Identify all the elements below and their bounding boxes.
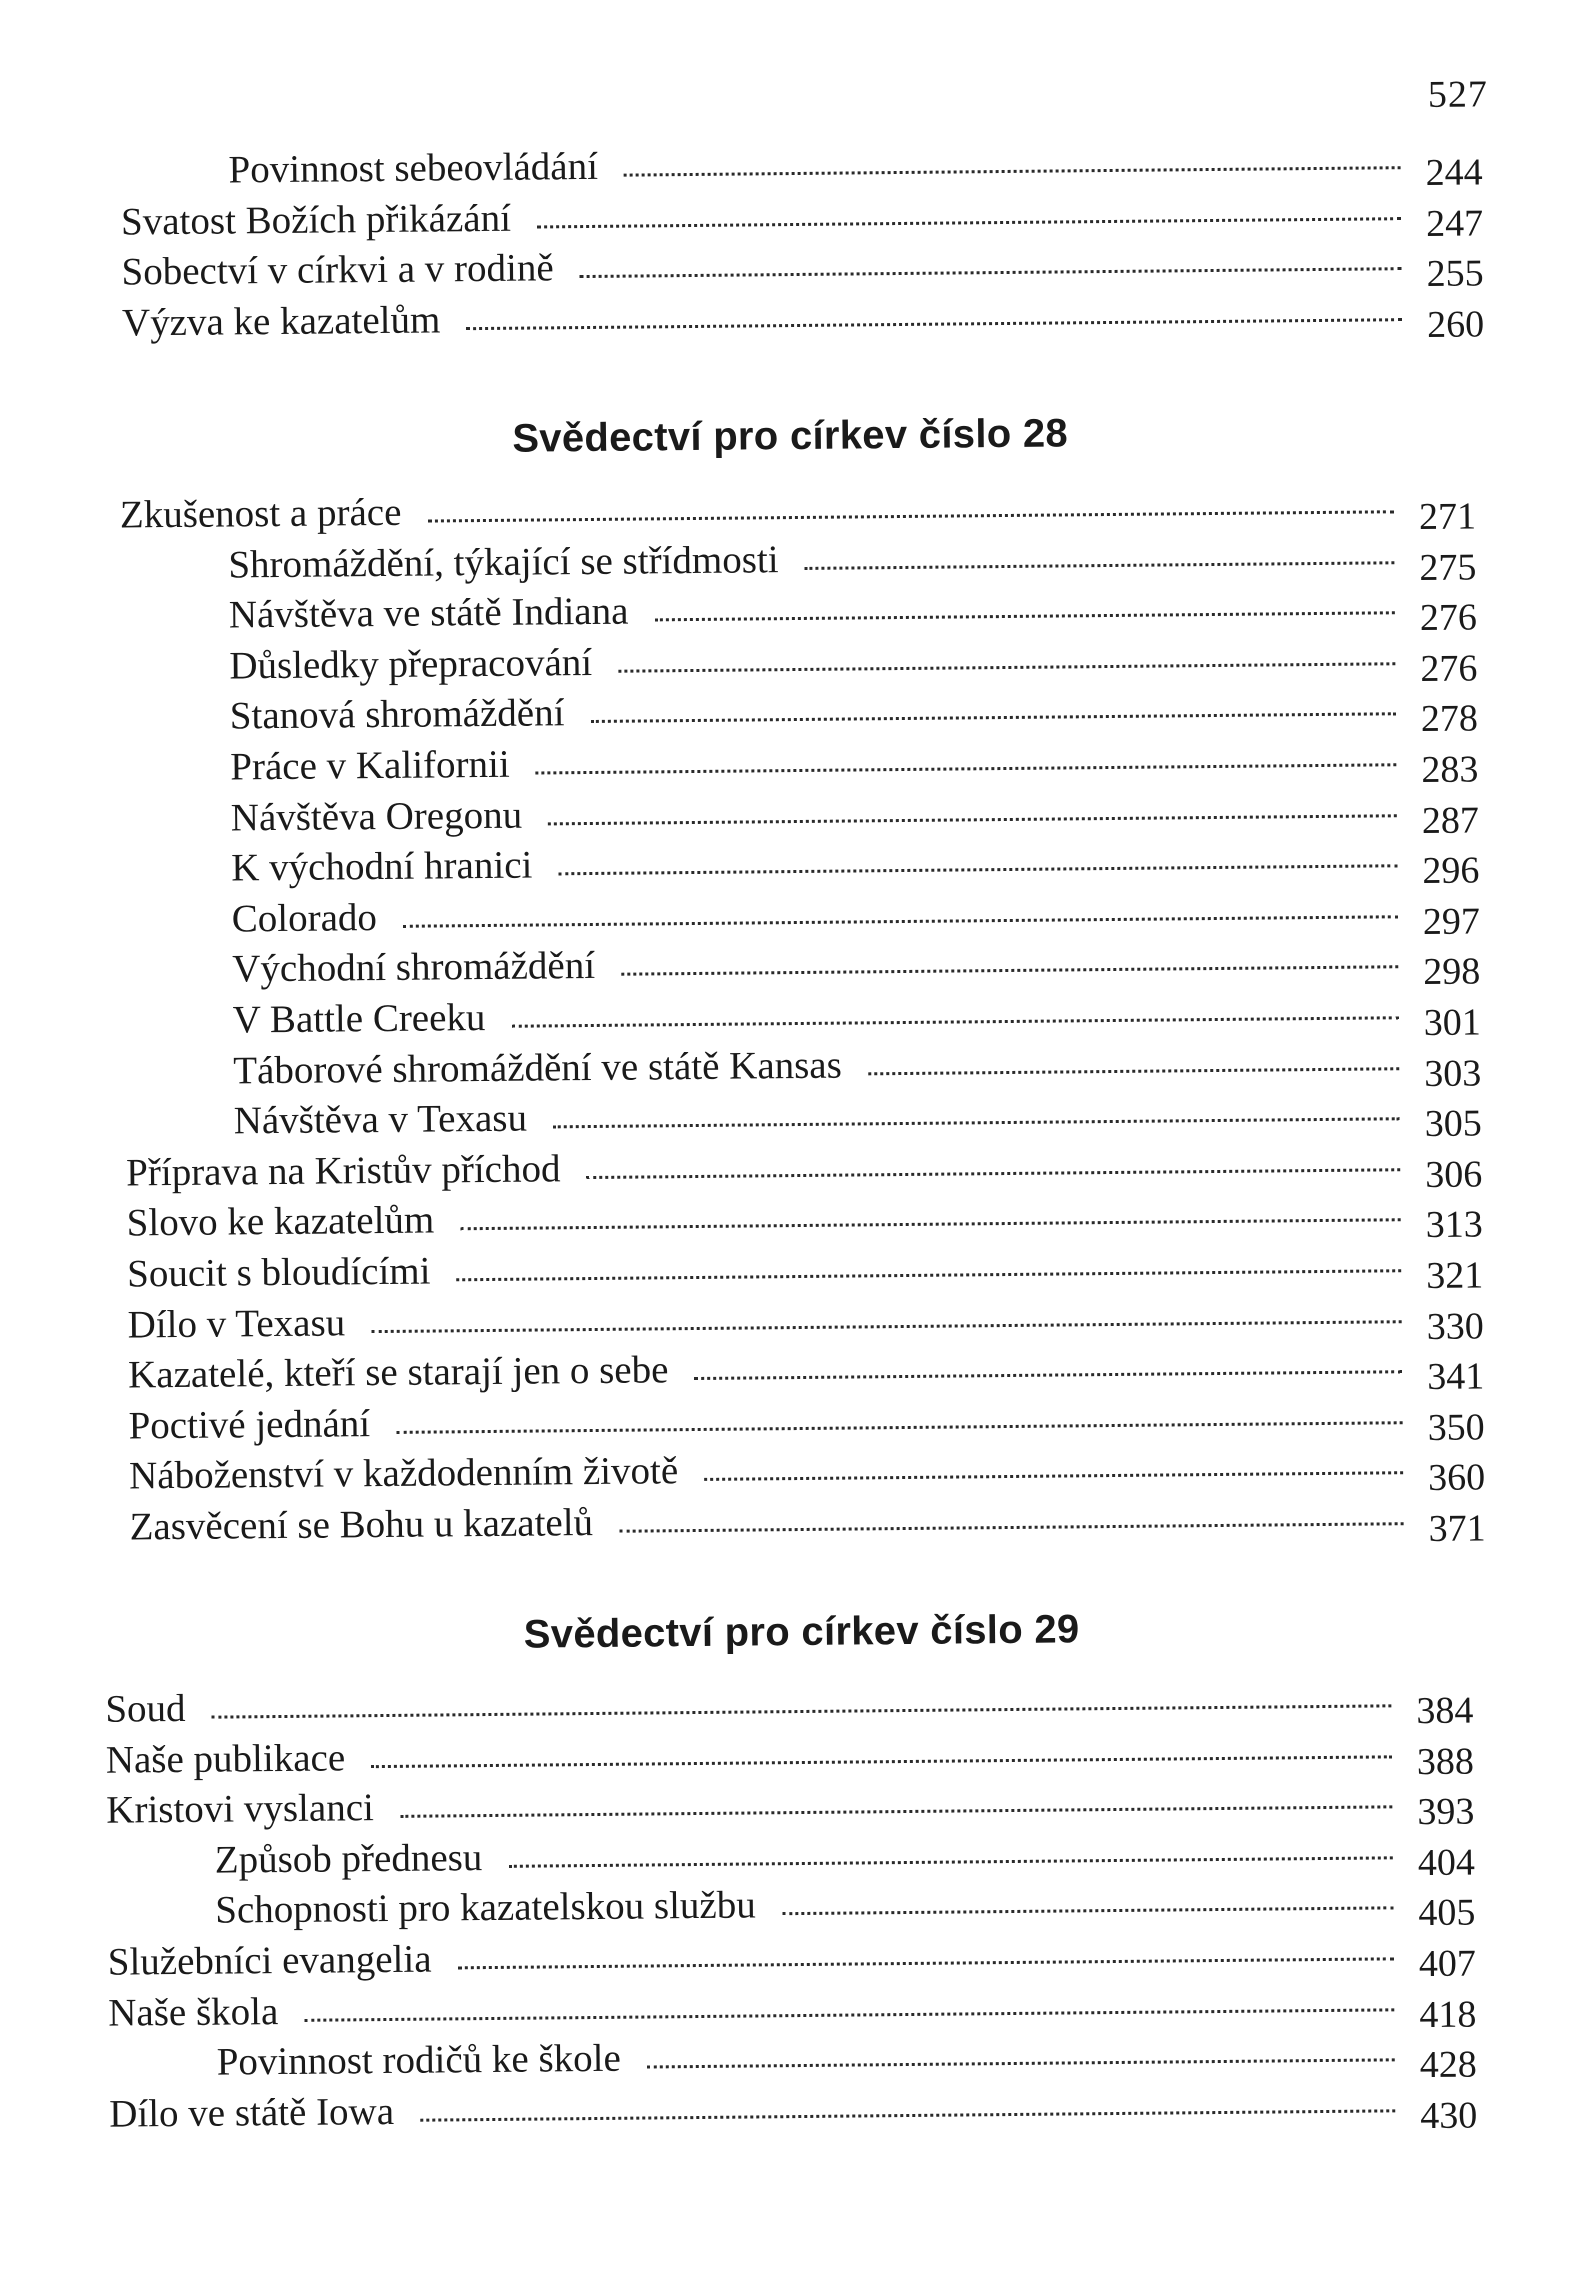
dot-leader bbox=[460, 1219, 1400, 1231]
dot-leader bbox=[548, 814, 1397, 825]
toc-entry-title: Příprava na Kristův příchod bbox=[125, 1147, 561, 1195]
toc-entry-page-number: 303 bbox=[1424, 1051, 1482, 1095]
toc-entry-page-number: 276 bbox=[1419, 596, 1478, 640]
dot-leader bbox=[704, 1472, 1403, 1482]
toc-entry-title: Kazatelé, kteří se starají jen o sebe bbox=[127, 1348, 669, 1397]
dot-leader bbox=[400, 1806, 1392, 1819]
dot-leader bbox=[508, 1856, 1392, 1867]
toc-entry-title: Slovo ke kazatelům bbox=[126, 1198, 435, 1245]
toc-entry-title: Svatost Božích přikázání bbox=[120, 196, 512, 244]
dot-leader bbox=[621, 966, 1398, 976]
dot-leader bbox=[512, 1016, 1399, 1028]
toc-entry-page-number: 278 bbox=[1420, 697, 1479, 741]
toc-entry-title: Dílo ve státě Iowa bbox=[109, 2089, 395, 2136]
toc-entry-title: Kristovi vyslanci bbox=[106, 1786, 375, 1832]
toc-entry-page-number: 430 bbox=[1420, 2094, 1478, 2137]
dot-leader bbox=[647, 2058, 1395, 2068]
toc-entry-page-number: 298 bbox=[1423, 950, 1481, 994]
toc-entry-title: Povinnost rodičů ke škole bbox=[216, 2036, 621, 2084]
toc-entry-title: Povinnost sebeovládání bbox=[228, 144, 599, 192]
toc-entry-page-number: 244 bbox=[1425, 151, 1483, 194]
dot-leader bbox=[619, 1522, 1403, 1533]
toc-entry-title: Práce v Kalifornii bbox=[230, 742, 510, 789]
toc-section-continued bbox=[0, 132, 1586, 350]
toc-section-28-list bbox=[0, 476, 1594, 1554]
dot-leader bbox=[868, 1067, 1399, 1075]
toc-entry-title: Východní shromáždění bbox=[232, 944, 596, 991]
toc-entry-title: Náboženství v každodenním životě bbox=[128, 1449, 679, 1498]
toc-list bbox=[105, 1672, 1477, 2140]
dot-leader bbox=[654, 611, 1394, 621]
toc-entry-title: Dílo v Texasu bbox=[127, 1300, 346, 1346]
toc-entry-title: Stanová shromáždění bbox=[229, 691, 565, 738]
toc-entry-page-number: 305 bbox=[1424, 1102, 1482, 1146]
toc-entry-page-number: 283 bbox=[1421, 748, 1479, 791]
toc-entry-title: Výzva ke kazatelům bbox=[121, 298, 441, 345]
toc-entry-page-number: 271 bbox=[1418, 495, 1477, 539]
toc-entry-title: Shromáždění, týkající se střídmosti bbox=[228, 537, 779, 587]
dot-leader bbox=[591, 713, 1396, 724]
toc-entry-page-number: 306 bbox=[1425, 1153, 1483, 1196]
dot-leader bbox=[587, 1168, 1401, 1179]
dot-leader bbox=[695, 1370, 1403, 1380]
toc-entry-title: Naše škola bbox=[108, 1989, 279, 2035]
toc-entry-page-number: 405 bbox=[1418, 1891, 1476, 1935]
toc-entry-page-number: 321 bbox=[1426, 1254, 1484, 1297]
toc-entry-title: K východní hranici bbox=[231, 843, 533, 890]
toc-section-29 bbox=[4, 1604, 1594, 1659]
dot-leader bbox=[403, 915, 1398, 928]
toc-entry-title: Schopnosti pro kazatelskou službu bbox=[215, 1883, 756, 1933]
toc-entry-page-number: 404 bbox=[1417, 1841, 1476, 1884]
toc-entry-page-number: 341 bbox=[1427, 1355, 1485, 1399]
toc-entry-page-number: 287 bbox=[1421, 799, 1480, 842]
toc-entry-title: Soud bbox=[105, 1686, 186, 1731]
toc-entry-title: Colorado bbox=[231, 895, 378, 941]
dot-leader bbox=[553, 1117, 1400, 1128]
toc-entry-title: Sobectví v církvi a v rodině bbox=[121, 246, 554, 294]
toc-section-28 bbox=[0, 408, 1587, 463]
toc-entry-title: Návštěva ve státě Indiana bbox=[228, 589, 629, 637]
toc-entry-title: Zasvěcení se Bohu u kazatelů bbox=[129, 1500, 594, 1549]
dot-leader bbox=[466, 318, 1402, 330]
toc-entry-page-number: 313 bbox=[1425, 1203, 1483, 1247]
dot-leader bbox=[371, 1755, 1392, 1768]
toc-entry-page-number: 428 bbox=[1419, 2043, 1478, 2087]
toc-entry-page-number: 276 bbox=[1420, 647, 1478, 690]
toc-entry-title: Návštěva v Texasu bbox=[233, 1096, 528, 1143]
toc-entry-title: Důsledky přepracování bbox=[229, 640, 593, 688]
dot-leader bbox=[396, 1421, 1402, 1434]
toc-entry-title: Poctivé jednání bbox=[128, 1401, 371, 1448]
toc-entry-title: Návštěva Oregonu bbox=[230, 793, 523, 840]
toc-entry-page-number: 297 bbox=[1422, 900, 1481, 943]
toc-entry-title: Zkušenost a práce bbox=[119, 490, 402, 537]
toc-entry-page-number: 350 bbox=[1427, 1406, 1485, 1449]
toc-entry-title: Soucit s bloudícími bbox=[126, 1249, 431, 1296]
toc-section-29-list bbox=[5, 1670, 1594, 2141]
dot-leader bbox=[420, 2109, 1395, 2121]
toc-entry-page-number: 247 bbox=[1425, 201, 1484, 245]
section-heading: Svědectví pro církev číslo 29 bbox=[523, 1607, 1080, 1657]
dot-leader bbox=[558, 864, 1397, 875]
page-number: 527 bbox=[1427, 73, 1489, 116]
toc-entry-page-number: 407 bbox=[1418, 1942, 1477, 1986]
toc-entry-title: Táborové shromáždění ve státě Kansas bbox=[233, 1043, 843, 1092]
dot-leader bbox=[212, 1704, 1392, 1718]
toc-entry-title: V Battle Creeku bbox=[232, 995, 486, 1042]
dot-leader bbox=[371, 1320, 1401, 1333]
dot-leader bbox=[536, 763, 1397, 774]
toc-entry-page-number: 301 bbox=[1423, 1001, 1482, 1044]
dot-leader bbox=[624, 166, 1401, 176]
dot-leader bbox=[537, 217, 1401, 228]
toc-list bbox=[120, 133, 1484, 348]
dot-leader bbox=[457, 1269, 1402, 1281]
toc-entry-page-number: 371 bbox=[1428, 1507, 1486, 1550]
dot-leader bbox=[580, 267, 1402, 278]
toc-entry-page-number: 330 bbox=[1426, 1304, 1484, 1348]
toc-entry-page-number: 275 bbox=[1419, 546, 1477, 589]
dot-leader bbox=[618, 662, 1395, 672]
toc-entry-page-number: 418 bbox=[1419, 1993, 1477, 2036]
toc-entry-page-number: 388 bbox=[1416, 1740, 1475, 1783]
toc-entry-page-number: 393 bbox=[1417, 1790, 1475, 1834]
toc-list bbox=[120, 477, 1486, 1552]
section-heading: Svědectví pro církev číslo 28 bbox=[512, 411, 1069, 461]
dot-leader bbox=[458, 1957, 1394, 1969]
toc-entry-page-number: 360 bbox=[1427, 1456, 1486, 1500]
toc-entry-page-number: 384 bbox=[1416, 1689, 1474, 1733]
toc-entry-title: Způsob přednesu bbox=[214, 1835, 483, 1882]
toc-entry-title: Služebníci evangelia bbox=[107, 1937, 432, 1984]
toc-entry-page-number: 260 bbox=[1426, 303, 1485, 346]
toc-entry-page-number: 296 bbox=[1422, 849, 1480, 893]
dot-leader bbox=[427, 510, 1393, 522]
toc-entry-title: Naše publikace bbox=[105, 1735, 346, 1782]
dot-leader bbox=[805, 561, 1395, 570]
toc-entry-page-number: 255 bbox=[1426, 252, 1484, 296]
dot-leader bbox=[782, 1907, 1394, 1916]
dot-leader bbox=[304, 2008, 1394, 2021]
